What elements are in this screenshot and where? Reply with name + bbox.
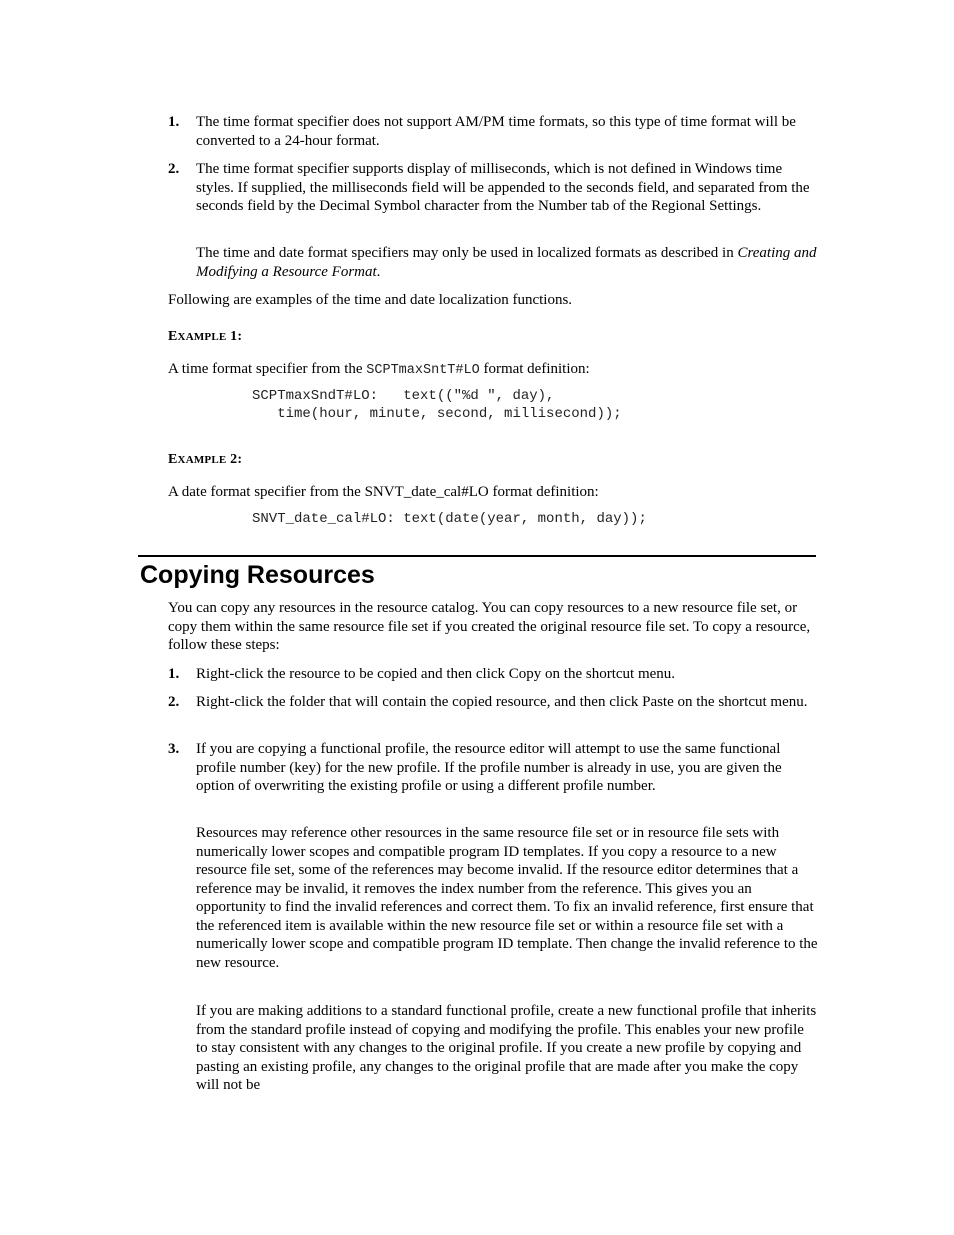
heading-smallcaps: XAMPLE — [177, 331, 227, 343]
step-number: 1. — [168, 666, 180, 682]
heading-initial: E — [168, 452, 178, 467]
step-text: Right-click the folder that will contain the copied resource, and then click Paste on the shortcut menu. — [196, 694, 808, 710]
list-number: 1. — [168, 114, 180, 130]
additions-paragraph: If you are making additions to a standard functional profile, create a new functional profile that inherits from the standard profile instead of copying and modifying the profile. This enables your new profile to stay consistent with any changes to the original profile. If you create a new profile by copying and pasting an existing profile, any changes to the original profile that are made after you make the copy will not be — [196, 1003, 817, 1093]
code-line: SNVT_date_cal#LO: text(date(year, month, day)); — [252, 511, 647, 527]
code-line: SCPTmaxSndT#LO: text(("%d ", day), — [252, 388, 555, 404]
inline-code: SCPTmaxSntT#LO — [366, 363, 480, 378]
section-divider — [138, 555, 816, 557]
section-intro: You can copy any resources in the resource catalog. You can copy resources to a new resource file set, or copy them within the same resource file set if you created the original resource file set. To copy a resource, follow these steps: — [168, 600, 811, 653]
note-period: . — [376, 263, 381, 280]
intro-text-end: format definition: — [479, 361, 590, 377]
list-item-text: The time format specifier does not support AM/PM time formats, so this type of time format will be converted to a 24-hour format. — [196, 114, 796, 149]
heading-initial: E — [168, 329, 178, 344]
section-title: Copying Resources — [140, 561, 375, 589]
code-line: time(hour, minute, second, millisecond)); — [252, 406, 622, 422]
step-number: 2. — [168, 694, 180, 710]
step-text: If you are copying a functional profile, the resource editor will attempt to use the same functional profile number (key) for the new profile. If the profile number is already in use, you are given the option of overwriting the existing profile or using a different profile number. — [196, 741, 782, 794]
note-link-title: Creating and Modifying a Resource Format — [196, 245, 817, 280]
step-text: Right-click the resource to be copied and then click Copy on the shortcut menu. — [196, 666, 676, 682]
intro-text: A time format specifier from the — [168, 361, 367, 377]
example-2-intro: A date format specifier from the SNVT_date_cal#LO format definition: — [168, 484, 599, 500]
following-paragraph: Following are examples of the time and date localization functions. — [168, 292, 573, 308]
heading-number: 2: — [226, 452, 243, 467]
list-item-text: The time format specifier supports display of milliseconds, which is not defined in Windows time styles. If supplied, the milliseconds field will be appended to the seconds field, and separated from the seconds field by the Decimal Symbol character from the Number tab of the Regional Settings. — [196, 161, 810, 214]
note-paragraph — [196, 244, 818, 281]
step-number: 3. — [168, 741, 180, 757]
step-item — [168, 740, 818, 796]
list-item — [168, 113, 818, 150]
list-item — [168, 160, 818, 216]
references-paragraph: Resources may reference other resources in the same resource file set or in resource file sets with numerically lower scopes and compatible program ID templates. If you copy a resource to a new resource file set, some of the references may become invalid. If the resource editor determines that a reference may be invalid, it removes the index number from the reference. This gives you an opportunity to find the invalid references and correct them. To fix an invalid reference, first ensure that the referenced item is available within the new resource file set or within a resource file set with a numerically lower scope and compatible program ID template. Then change the invalid reference to the new resource. — [196, 825, 818, 971]
example-1-heading — [168, 328, 242, 347]
heading-number: 1: — [226, 329, 243, 344]
step-item — [168, 693, 818, 712]
step-item — [168, 665, 818, 684]
list-number: 2. — [168, 161, 180, 177]
heading-smallcaps: XAMPLE — [177, 454, 227, 466]
example-1-intro — [168, 360, 818, 381]
example-2-heading — [168, 451, 242, 470]
note-text: The time and date format specifiers may only be used in localized formats as described in — [196, 245, 738, 261]
